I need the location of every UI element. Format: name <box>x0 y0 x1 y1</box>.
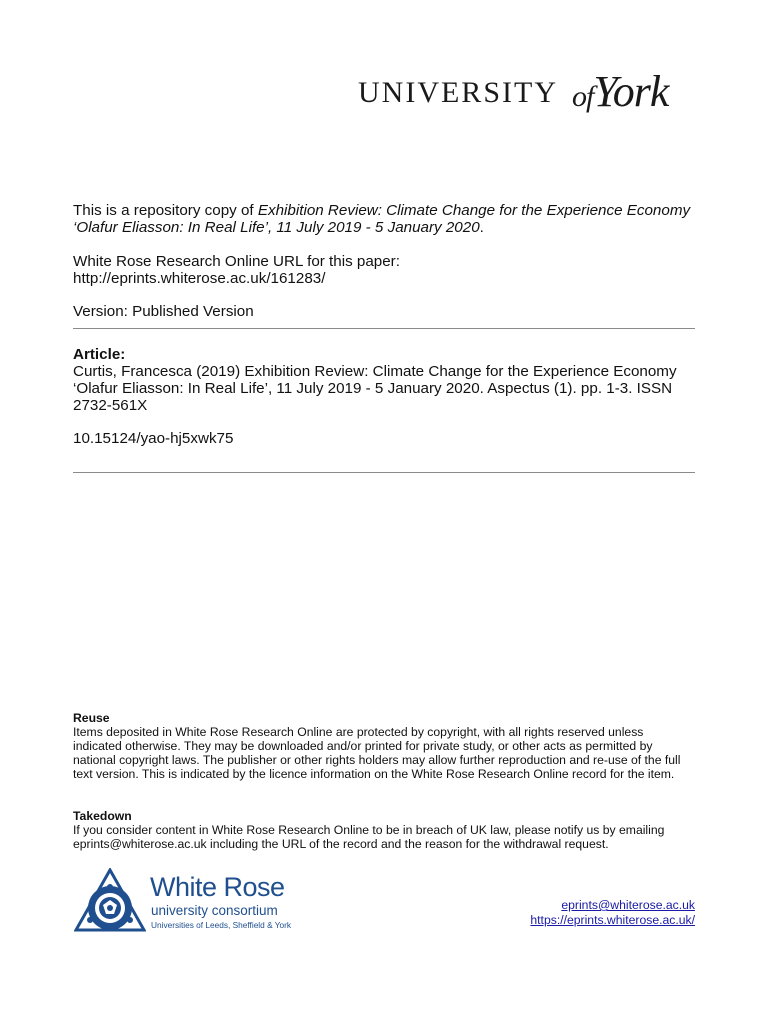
divider-bottom <box>73 472 695 473</box>
white-rose-emblem-icon <box>74 868 146 934</box>
email-link[interactable]: eprints@whiterose.ac.uk <box>561 898 695 912</box>
takedown-section <box>73 809 695 851</box>
intro-prefix: This is a repository copy of <box>73 202 258 219</box>
reuse-text: Items deposited in White Rose Research Online are protected by copyright, with all rights reserved unless indicated otherwise. They may be downloaded and/or printed for private study, or other acts as permitted by national copyright laws. The publisher or other rights holders may allow further reproduction and re-use of the full text version. This is indicated by the licence information on the White Rose Research Online record for the item. <box>73 725 681 781</box>
white-rose-subtitle: university consortium <box>151 903 278 918</box>
contact-links <box>530 898 695 927</box>
article-heading: Article: <box>73 346 126 363</box>
divider-top <box>73 328 695 329</box>
repository-copy-statement <box>73 202 695 236</box>
white-rose-title: White Rose <box>150 872 285 902</box>
logo-york-script <box>572 66 668 117</box>
logo-york-text: York <box>593 67 669 116</box>
paper-url[interactable]: http://eprints.whiterose.ac.uk/161283/ <box>73 270 326 287</box>
reuse-section <box>73 711 695 781</box>
logo-university-text: UNIVERSITY <box>358 76 558 109</box>
intro-suffix: . <box>479 219 484 236</box>
university-of-york-logo <box>358 66 698 122</box>
doi: 10.15124/yao-hj5xwk75 <box>73 430 234 447</box>
url-block <box>73 253 695 287</box>
takedown-text: If you consider content in White Rose Research Online to be in breach of UK law, please notify us by emailing eprints@whiterose.ac.uk including the URL of the record and the reason for the withdrawal request. <box>73 823 665 851</box>
takedown-heading: Takedown <box>73 809 132 823</box>
site-link[interactable]: https://eprints.whiterose.ac.uk/ <box>530 912 695 927</box>
reuse-heading: Reuse <box>73 711 110 725</box>
logo-of-text: of <box>572 80 594 113</box>
paper-title: Exhibition Review: Climate Change for the Experience Economy ‘Olafur Eliasson: In Real Life’, 11 July 2019 - 5 January 2020 <box>73 202 691 236</box>
white-rose-universities: Universities of Leeds, Sheffield & York <box>151 920 292 930</box>
url-label: White Rose Research Online URL for this paper: <box>73 253 400 270</box>
version-statement: Version: Published Version <box>73 303 254 320</box>
article-citation: Curtis, Francesca (2019) Exhibition Review: Climate Change for the Experience Economy ‘Olafur Eliasson: In Real Life’, 11 July 2019 - 5 January 2020. Aspectus (1). pp. 1-3. ISSN 2732-561X <box>73 363 677 414</box>
white-rose-logo <box>74 868 296 934</box>
article-block <box>73 346 695 414</box>
